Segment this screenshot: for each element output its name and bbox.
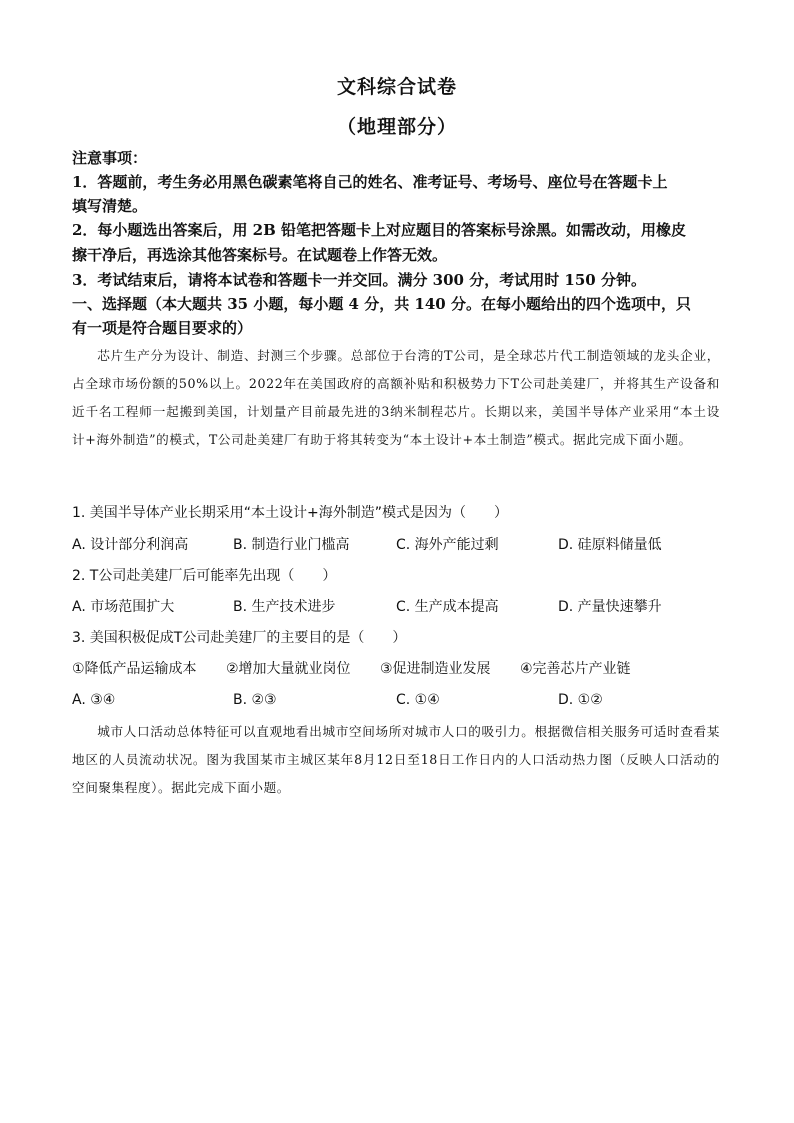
- answer-option: A. ③④: [72, 692, 116, 708]
- notice-line: 3．考试结束后，请将本试卷和答题卡一并交回。满分 300 分，考试用时 150 分钟。: [72, 271, 646, 289]
- notice-line: 1．答题前，考生务必用黑色碳素笔将自己的姓名、准考证号、考场号、座位号在答题卡上: [72, 173, 668, 191]
- question-stem: 1. 美国半导体产业长期采用“本土设计+海外制造”模式是因为（ ）: [72, 505, 509, 521]
- statement-item: ②增加大量就业岗位: [226, 661, 351, 677]
- section-heading: 一、选择题（本大题共 35 小题，每小题 4 分，共 140 分。在每小题给出的四个选项中，只: [72, 295, 691, 313]
- answer-option: C. 海外产能过剩: [396, 537, 499, 553]
- statement-item: ④完善芯片产业链: [520, 661, 631, 677]
- answer-option: C. 生产成本提高: [396, 599, 499, 615]
- exam-title: 文科综合试卷: [336, 76, 457, 98]
- answer-option: A. 市场范围扩大: [72, 599, 175, 615]
- answer-option: B. 生产技术进步: [233, 599, 336, 615]
- answer-option: D. 硅原料储量低: [558, 537, 662, 553]
- question-stem: 2. T公司赴美建厂后可能率先出现（ ）: [72, 568, 337, 584]
- answer-option: A. 设计部分利润高: [72, 537, 189, 553]
- statement-item: ③促进制造业发展: [380, 661, 491, 677]
- answer-option: D. 产量快速攀升: [558, 599, 662, 615]
- notice-line: 2．每小题选出答案后，用 2B 铅笔把答题卡上对应题目的答案标号涂黑。如需改动，用橡皮: [72, 221, 687, 239]
- reading-passage: 芯片生产分为设计、制造、封测三个步骤。总部位于台湾的T公司，是全球芯片代工制造领域的龙头企业，占全球市场份额的50%以上。2022年在美国政府的高额补贴和积极势力下T公司赴美建厂，并将其生产设备和近千名工程师一起搬到美国，计划量产目前最先进的3纳米制程芯片。长期以来，美国半导体产业采用“本土设计+海外制造”的模式，T公司赴美建厂有助于将其转变为“本土设计+本土制造”模式。据此完成下面小题。: [72, 348, 720, 447]
- answer-option: B. ②③: [233, 692, 277, 708]
- exam-subtitle: （地理部分）: [336, 116, 457, 138]
- notice-line: 擦干净后，再选涂其他答案标号。在试题卷上作答无效。: [72, 246, 448, 264]
- notice-line: 填写清楚。: [72, 197, 148, 215]
- answer-option: D. ①②: [558, 692, 603, 708]
- answer-option: B. 制造行业门槛高: [233, 537, 350, 553]
- statement-item: ①降低产品运输成本: [72, 661, 197, 677]
- question-stem: 3. 美国积极促成T公司赴美建厂的主要目的是（ ）: [72, 630, 407, 646]
- notice-heading: 注意事项：: [72, 149, 148, 167]
- answer-option: C. ①④: [396, 692, 440, 708]
- section-heading: 有一项是符合题目要求的）: [72, 319, 253, 337]
- reading-passage: 城市人口活动总体特征可以直观地看出城市空间场所对城市人口的吸引力。根据微信相关服务可适时查看某地区的人员流动状况。图为我国某市主城区某年8月12日至18日工作日内的人口活动热力图（反映人口活动的空间聚集程度）。据此完成下面小题。: [72, 724, 720, 795]
